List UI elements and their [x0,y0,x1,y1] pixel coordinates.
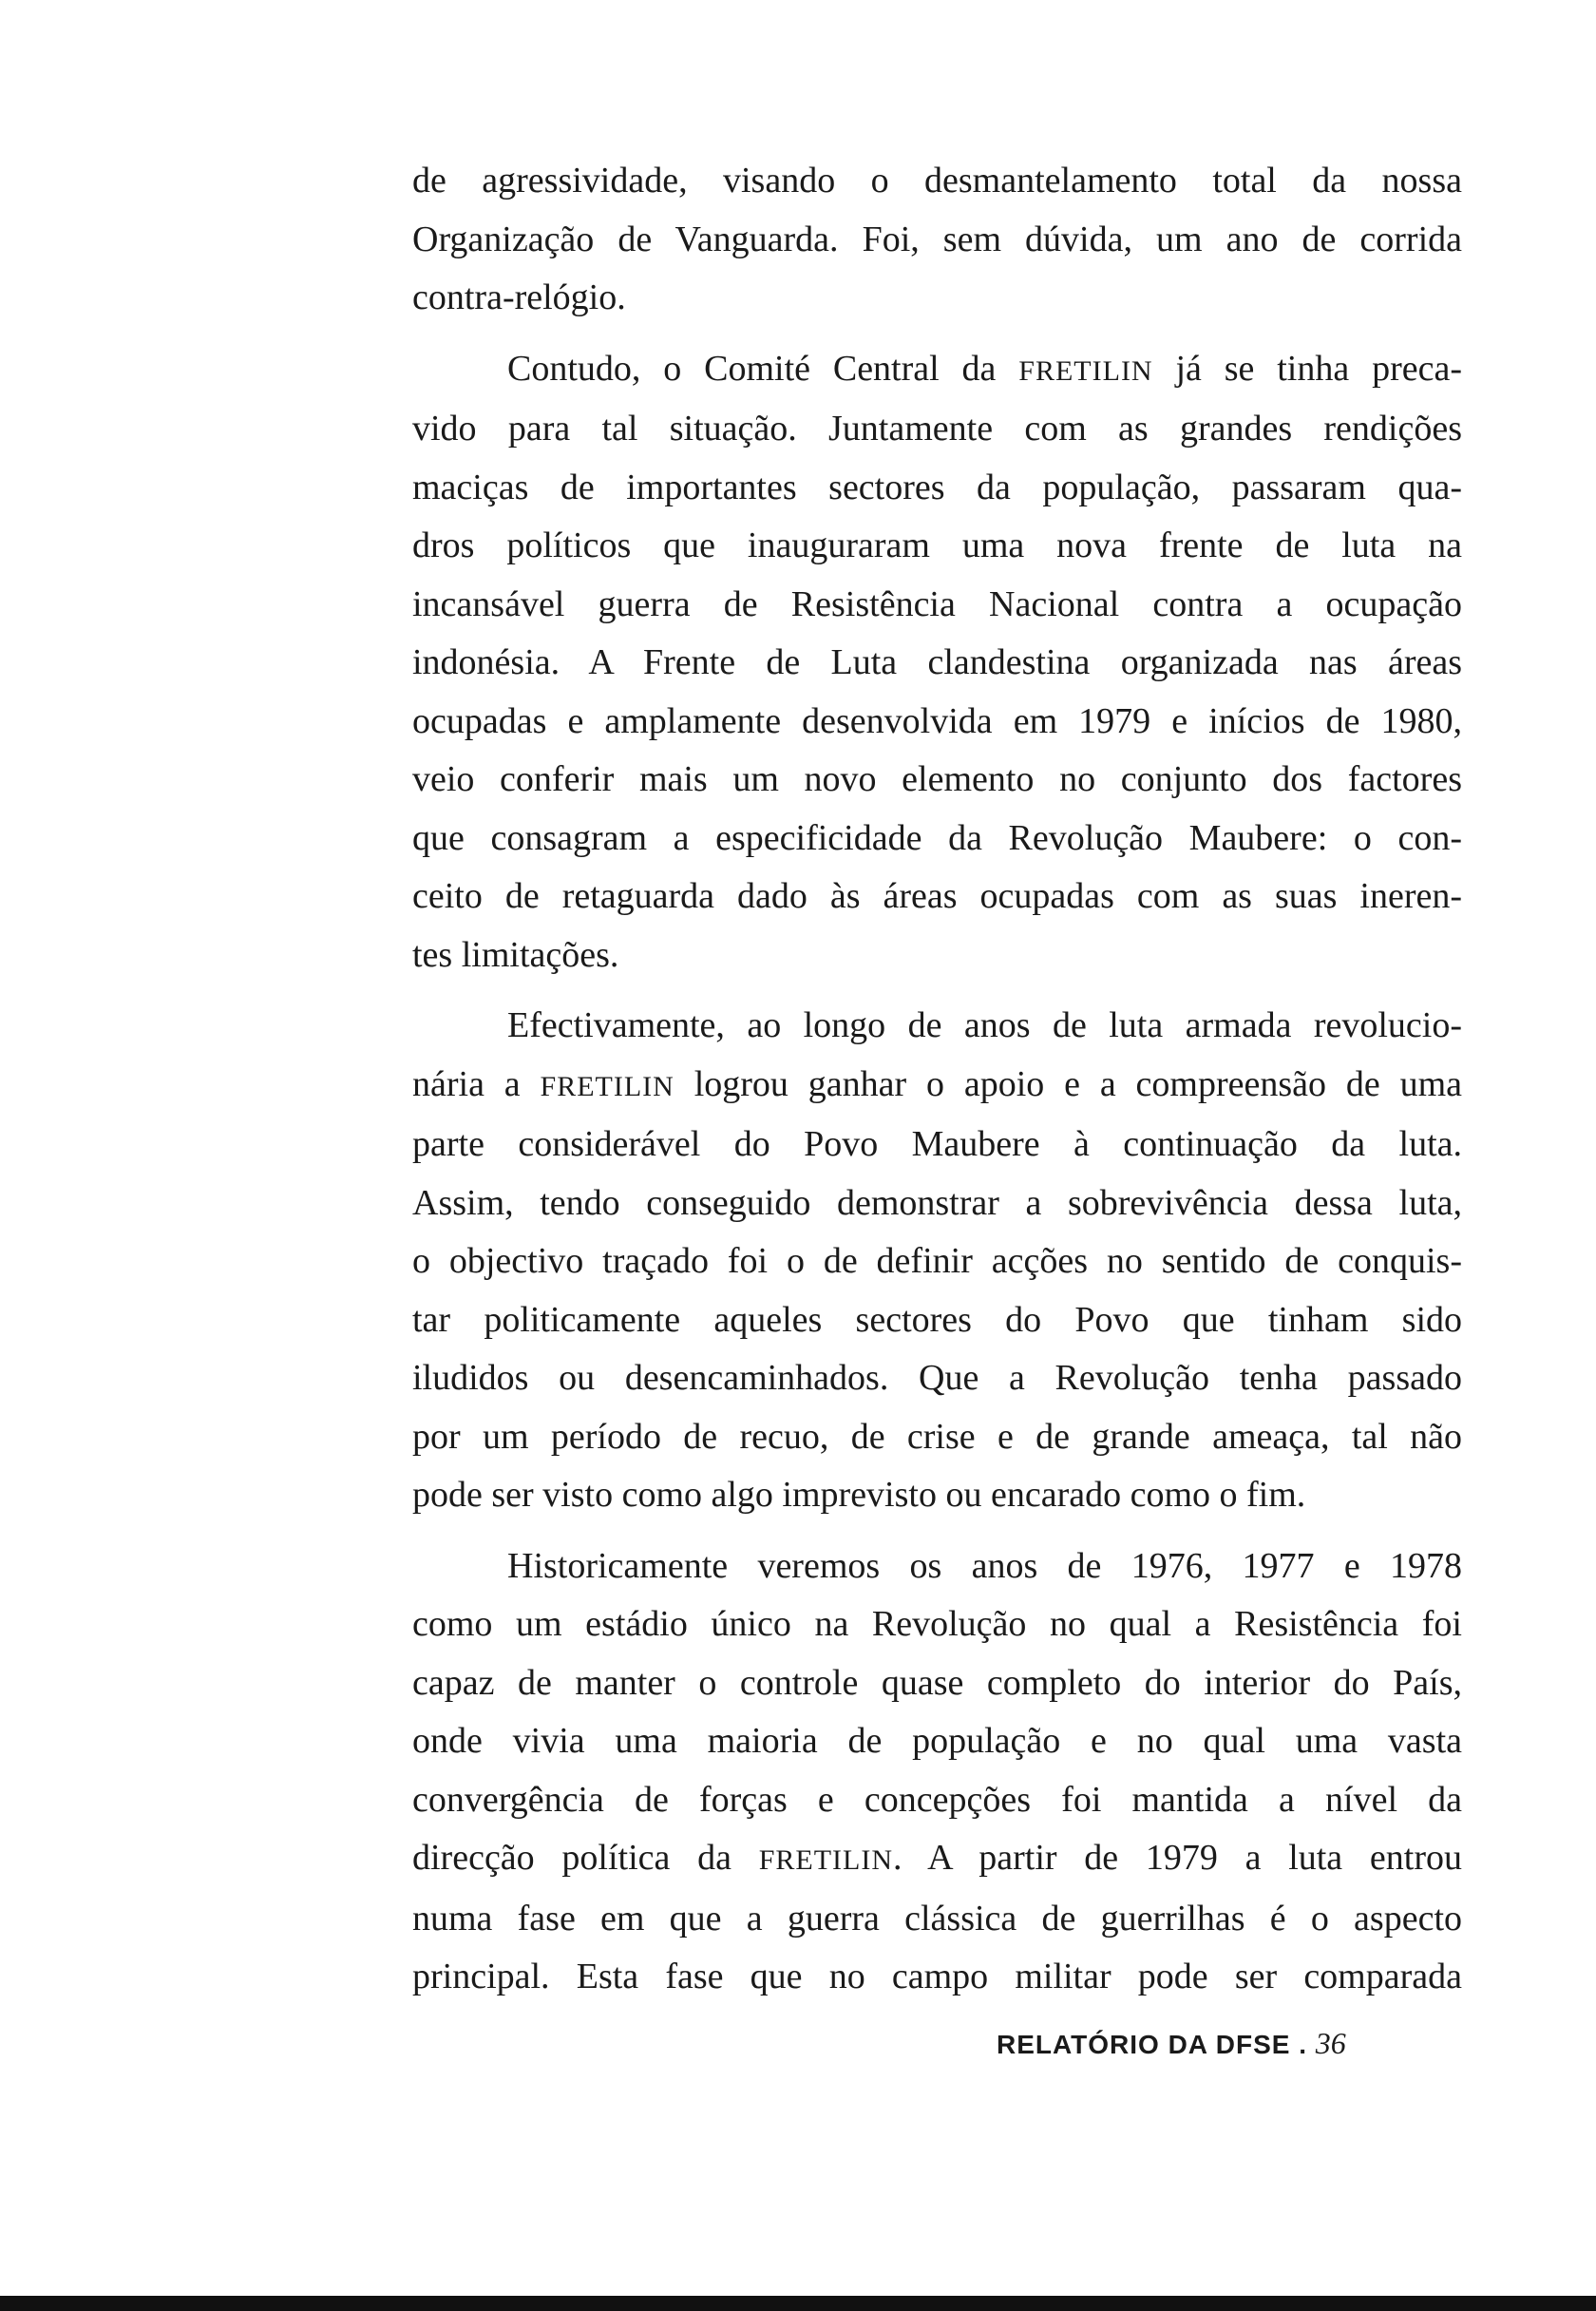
text-line: Contudo, o Comité Central da FRETILIN já se tinha preca- [507,348,1462,389]
text-line: Organização de Vanguarda. Foi, sem dúvida, um ano de corrida [412,219,1462,259]
scan-edge-rule [0,2296,1596,2311]
body-text [412,152,1462,2007]
text-line: nária a FRETILIN logrou ganhar o apoio e a compreensão de uma [412,1063,1462,1104]
text-line: ocupadas e amplamente desenvolvida em 1979 e inícios de 1980, [412,700,1462,741]
text-line: pode ser visto como algo imprevisto ou encarado como o fim. [412,1475,1306,1515]
paragraph-4 [412,1537,1462,2007]
text-line: de agressividade, visando o desmantelamento total da nossa [412,161,1462,201]
text-line: onde vivia uma maioria de população e no qual uma vasta [412,1721,1462,1761]
text-line: contra-relógio. [412,277,626,317]
text-line: numa fase em que a guerra clássica de guerrilhas é o aspecto [412,1898,1462,1939]
text-line: por um período de recuo, de crise e de grande ameaça, tal não [412,1416,1462,1457]
text-line: parte considerável do Povo Maubere à continuação da luta. [412,1124,1462,1164]
text-line: indonésia. A Frente de Luta clandestina organizada nas áreas [412,642,1462,682]
text-line: que consagram a especificidade da Revolução Maubere: o con- [412,817,1462,858]
text-line: Assim, tendo conseguido demonstrar a sobrevivência dessa luta, [412,1182,1462,1223]
text-line: como um estádio único na Revolução no qual a Resistência foi [412,1604,1462,1644]
paragraph-3 [412,997,1462,1525]
text-line: ceito de retaguarda dado às áreas ocupadas com as suas ineren- [412,876,1462,916]
text-line: maciças de importantes sectores da população, passaram qua- [412,467,1462,507]
text-line: Historicamente veremos os anos de 1976, 1977 e 1978 [507,1545,1462,1586]
page-footer [997,2026,1346,2061]
footer-separator: . [1299,2030,1308,2059]
text-line: tes limitações. [412,934,619,975]
paragraph-2 [412,340,1462,985]
text-line: dros políticos que inauguraram uma nova frente de luta na [412,525,1462,565]
text-line: o objectivo traçado foi o de definir acções no sentido de conquis- [412,1241,1462,1281]
text-line: veio conferir mais um novo elemento no conjunto dos factores [412,759,1462,799]
text-line: direcção política da FRETILIN. A partir de 1979 a luta entrou [412,1838,1462,1878]
paragraph-1 [412,152,1462,328]
text-line: vido para tal situação. Juntamente com as grandes rendições [412,409,1462,449]
text-line: incansável guerra de Resistência Nacional contra a ocupação [412,583,1462,624]
text-line: convergência de forças e concepções foi mantida a nível da [412,1779,1462,1820]
page-number: 36 [1315,2026,1346,2060]
text-line: Efectivamente, ao longo de anos de luta armada revolucio- [507,1005,1462,1045]
text-line: iludidos ou desencaminhados. Que a Revolução tenha passado [412,1358,1462,1398]
text-line: tar politicamente aqueles sectores do Povo que tinham sido [412,1299,1462,1340]
text-line: principal. Esta fase que no campo militar pode ser comparada [412,1957,1462,1996]
text-line: capaz de manter o controle quase completo do interior do País, [412,1662,1462,1703]
running-title: RELATÓRIO DA DFSE [997,2030,1291,2059]
